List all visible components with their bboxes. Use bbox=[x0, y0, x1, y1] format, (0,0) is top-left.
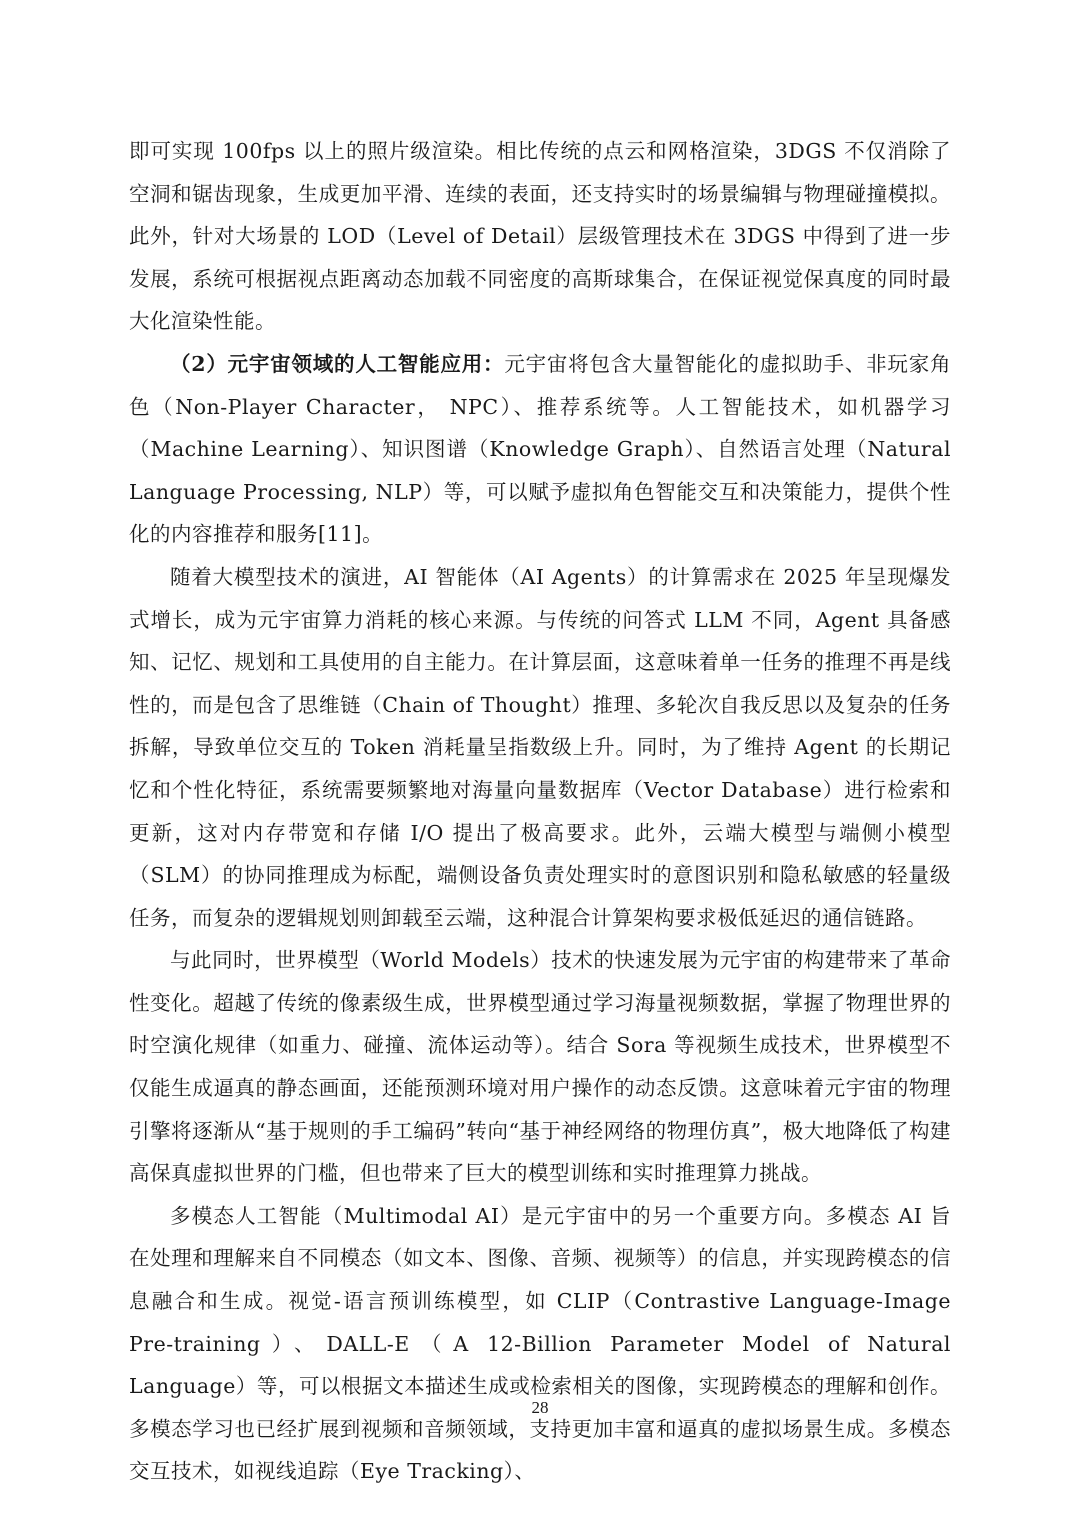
paragraph-4: 与此同时，世界模型（World Models）技术的快速发展为元宇宙的构建带来了革命性变化。超越了传统的像素级生成，世界模型通过学习海量视频数据，掌握了物理世界的时空演化规律（如重力、碰撞、流体运动等）。结合 Sora 等视频生成技术，世界模型不仅能生成逼真的静态画面，还能预测环境对用户操作的动态反馈。这意味着元宇宙的物理引擎将逐渐从“基于规则的手工编码”转向“基于神经网络的物理仿真”，极大地降低了构建高保真虚拟世界的门槛，但也带来了巨大的模型训练和实时推理算力挑战。 bbox=[129, 948, 951, 1186]
paragraph-5: 多模态人工智能（Multimodal AI）是元宇宙中的另一个重要方向。多模态 AI 旨在处理和理解来自不同模态（如文本、图像、音频、视频等）的信息，并实现跨模态的信息融合和生成。视觉-语言预训练模型，如 CLIP（Contrastive Language-Image Pre-training）、DALL-E（A 12-Billion Parameter Model of Natural Language）等，可以根据文本描述生成或检索相关的图像，实现跨模态的理解和创作。多模态学习也已经扩展到视频和音频领域，支持更加丰富和逼真的虚拟场景生成。多模态交互技术，如视线追踪（Eye Tracking）、 bbox=[129, 1203, 951, 1484]
body-text bbox=[129, 130, 951, 1493]
paragraph-1: 即可实现 100fps 以上的照片级渲染。相比传统的点云和网格渲染，3DGS 不仅消除了空洞和锯齿现象，生成更加平滑、连续的表面，还支持实时的场景编辑与物理碰撞模拟。此外，针对大场景的 LOD（Level of Detail）层级管理技术在 3DGS 中得到了进一步发展，系统可根据视点距离动态加载不同密度的高斯球集合，在保证视觉保真度的同时最大化渲染性能。 bbox=[129, 139, 951, 334]
paragraph-2-text: 元宇宙将包含大量智能化的虚拟助手、非玩家角色（Non-Player Character， NPC）、推荐系统等。人工智能技术，如机器学习（Machine Learning）、知识图谱（Knowledge Graph）、自然语言处理（Natural Language Processing, NLP）等，可以赋予虚拟角色智能交互和决策能力，提供个性化的内容推荐和服务[11]。 bbox=[129, 351, 951, 547]
page-number: 28 bbox=[531, 1398, 549, 1417]
paragraph-2 bbox=[129, 343, 951, 556]
paragraph-3: 随着大模型技术的演进，AI 智能体（AI Agents）的计算需求在 2025 年呈现爆发式增长，成为元宇宙算力消耗的核心来源。与传统的问答式 LLM 不同，Agent 具备感知、记忆、规划和工具使用的自主能力。在计算层面，这意味着单一任务的推理不再是线性的，而是包含了思维链（Chain of Thought）推理、多轮次自我反思以及复杂的任务拆解，导致单位交互的 Token 消耗量呈指数级上升。同时，为了维持 Agent 的长期记忆和个性化特征，系统需要频繁地对海量向量数据库（Vector Database）进行检索和更新，这对内存带宽和存储 I/O 提出了极高要求。此外，云端大模型与端侧小模型（SLM）的协同推理成为标配，端侧设备负责处理实时的意图识别和隐私敏感的轻量级任务，而复杂的逻辑规划则卸载至云端，这种混合计算架构要求极低延迟的通信链路。 bbox=[129, 564, 951, 930]
section-heading: （2）元宇宙领域的人工智能应用： bbox=[170, 351, 505, 376]
